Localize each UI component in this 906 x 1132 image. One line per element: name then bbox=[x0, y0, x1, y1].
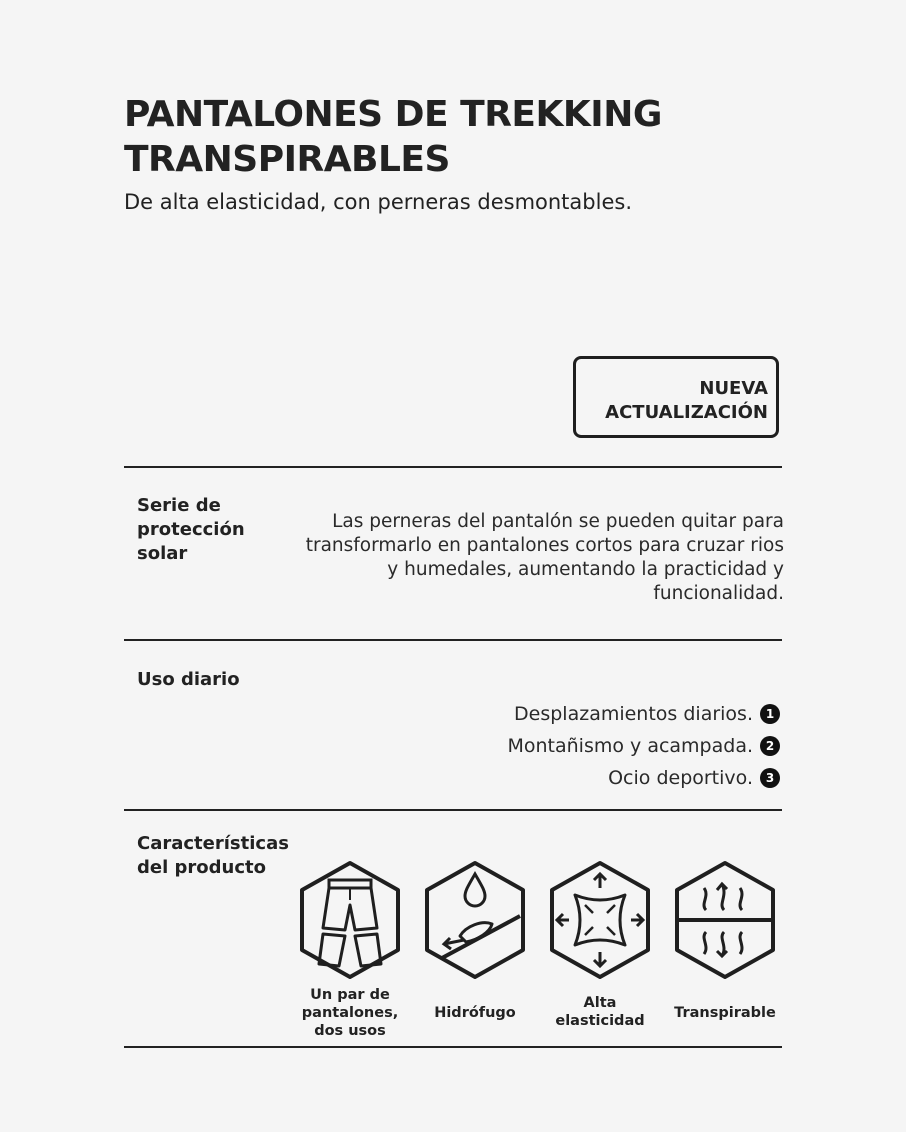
new-update-badge bbox=[573, 356, 779, 438]
use-text: Ocio deportivo. bbox=[608, 767, 753, 789]
features-label-line: del producto bbox=[137, 857, 266, 878]
feature-label-line: Hidrófugo bbox=[434, 1005, 516, 1021]
feature-label-line: Alta bbox=[583, 995, 617, 1011]
pants-icon bbox=[295, 860, 405, 980]
stretch-icon bbox=[545, 860, 655, 980]
feature-high-elasticity bbox=[540, 860, 660, 1030]
feature-label-line: Transpirable bbox=[674, 1005, 776, 1021]
feature-breathable bbox=[665, 860, 785, 1022]
sun-protection-label bbox=[137, 494, 245, 566]
page-subtitle: De alta elasticidad, con perneras desmontables. bbox=[124, 190, 632, 214]
feature-label-line: Un par de bbox=[310, 987, 390, 1003]
feature-label bbox=[540, 994, 660, 1030]
divider-3 bbox=[124, 809, 782, 811]
divider-1 bbox=[124, 466, 782, 468]
sun-label-line: solar bbox=[137, 543, 188, 564]
use-text: Montañismo y acampada. bbox=[507, 735, 753, 757]
divider-4 bbox=[124, 1046, 782, 1048]
daily-use-label: Uso diario bbox=[137, 669, 240, 690]
badge-line-1: NUEVA bbox=[699, 378, 768, 399]
feature-water-repellent bbox=[415, 860, 535, 1022]
use-text: Desplazamientos diarios. bbox=[514, 703, 753, 725]
features-label-line: Características bbox=[137, 833, 289, 854]
number-badge: 1 bbox=[760, 704, 780, 724]
feature-convertible bbox=[290, 860, 410, 1040]
divider-2 bbox=[124, 639, 782, 641]
feature-label bbox=[290, 986, 410, 1040]
feature-label-line: pantalones, bbox=[301, 1005, 399, 1021]
number-badge: 3 bbox=[760, 768, 780, 788]
feature-label bbox=[665, 1004, 785, 1022]
sun-label-line: Serie de bbox=[137, 495, 221, 516]
number-badge: 2 bbox=[760, 736, 780, 756]
feature-label bbox=[415, 1004, 535, 1022]
product-features-label bbox=[137, 832, 289, 880]
daily-use-list bbox=[507, 698, 780, 794]
list-item bbox=[507, 730, 780, 762]
list-item bbox=[507, 698, 780, 730]
feature-label-line: elasticidad bbox=[555, 1013, 645, 1029]
sun-label-line: protección bbox=[137, 519, 245, 540]
feature-label-line: dos usos bbox=[314, 1023, 386, 1039]
page-title: PANTALONES DE TREKKING TRANSPIRABLES bbox=[124, 94, 662, 180]
sun-protection-description: Las perneras del pantalón se pueden quitar para transformarlo en pantalones cortos para cruzar rios y humedales, aumentando la practicidad y funcionalidad. bbox=[305, 511, 784, 604]
water-drop-icon bbox=[420, 860, 530, 980]
breathable-icon bbox=[670, 860, 780, 980]
badge-line-2: ACTUALIZACIÓN bbox=[605, 402, 768, 423]
list-item bbox=[507, 762, 780, 794]
